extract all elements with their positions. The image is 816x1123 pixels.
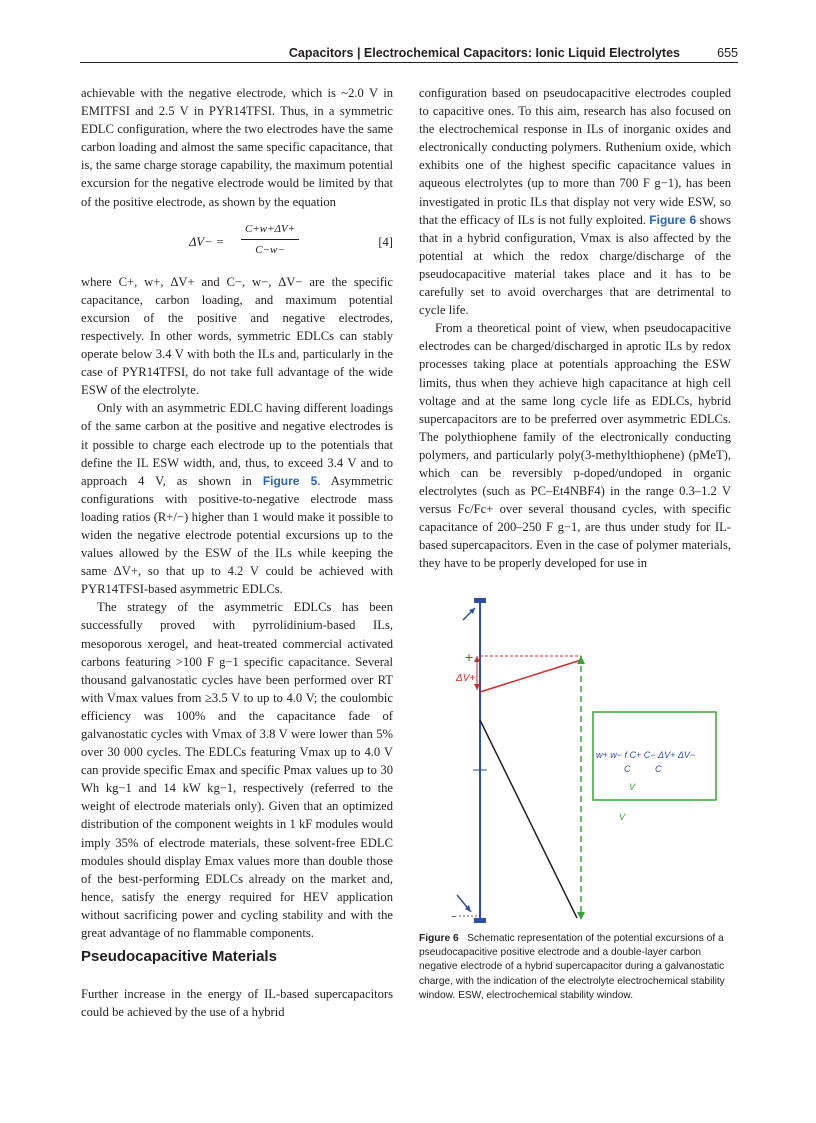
paragraph bbox=[81, 399, 393, 598]
running-header bbox=[80, 40, 738, 63]
legend-text: C bbox=[624, 764, 631, 774]
equation-denominator: C−w− bbox=[255, 243, 285, 256]
legend-text: V bbox=[629, 782, 636, 792]
figure-6-diagram bbox=[419, 590, 739, 925]
paragraph-text: configuration based on pseudocapacitive electrodes coupled to capacitive ones. To this aim, research has also focused on the electrochemical response in ILs of inorganic oxides and electronically conducting polymers. Ruthenium oxide, which exhibits one of the highest specific capacitance values in aqueous electrolytes (up to more than 700 F g−1), has been investigated in protic ILs that display not very wide ESW, so that the efficacy of ILs is not fully exploited. bbox=[419, 86, 731, 227]
equation-tag: [4] bbox=[378, 234, 393, 249]
paragraph: where C+, w+, ΔV+ and C−, w−, ΔV− are the specific capacitance, carbon loading, and maximum potential excursion of the positive and negative electrodes, respectively. In other words, symmetric EDLCs can stably operate below 3.4 V with both the ILs and, particularly in the case of PYR14TFSI, do not take full advantage of the wide ESW of the electrolyte. bbox=[81, 274, 393, 398]
figure-6-link[interactable]: Figure 6 bbox=[649, 212, 697, 227]
left-column bbox=[81, 84, 393, 942]
paragraph-text: Only with an asymmetric EDLC having different loadings of the same carbon at the positive and negative electrodes is it possible to charge each electrode up to the potentials that define the IL ESW width, and, thus, to exceed 3.4 V and to approach 4 V, as shown in bbox=[81, 401, 393, 488]
section-heading: Pseudocapacitive Materials bbox=[81, 948, 277, 965]
running-title: Capacitors | Electrochemical Capacitors: Ionic Liquid Electrolytes bbox=[288, 46, 680, 60]
plus-sign: + bbox=[465, 649, 474, 665]
paragraph: From a theoretical point of view, when pseudocapacitive electrodes can be charged/discharged in aprotic ILs by redox processes taking place at potentials approaching the ESW limits, thus when they achieve high capacitance at high cell voltage and at the same long cycle life as EDLCs, hybrid supercapacitors are to be preferred over asymmetric EDLCs. The polythiophene family of the electronically conducting polymers, and particularly poly(3-methylthiophene) (pMeT), which can be reversibly p-doped/undoped in organic electrolytes (such as PC–Et4NBF4) in the range 0.3–1.2 V versus Fc/Fc+ over several thousand cycles, with specific capacitance of 200–250 F g−1, are thus under study for IL-based supercapacitors. Even in the case of polymer materials, they have to be properly developed for use in bbox=[419, 321, 731, 571]
paragraph bbox=[419, 84, 731, 319]
delta-v-plus-label: ΔV+ bbox=[456, 673, 476, 684]
minus-sign: − bbox=[451, 912, 457, 923]
carbon-negative-line bbox=[480, 720, 577, 918]
caption-text: Schematic representation of the potential excursions of a pseudocapacitive positive electrode and a double-layer carbon negative electrode of a hybrid supercapacitor during a galvanostatic charge, with the indication of the electrolyte electrochemical stability window. ESW, electrochemical stability window. bbox=[419, 933, 725, 1001]
figure-5-link[interactable]: Figure 5 bbox=[262, 473, 318, 488]
paragraph-text: . Asymmetric configurations with positive-to-negative electrode mass loading ratios (R+/−) higher than 1 would make it possible to widen the negative electrode potential excursions up to the values allowed by the ESW of the ILs while keeping the same ΔV+, so that up to 4.2 V could be achieved with PYR14TFSI-based asymmetric EDLCs. bbox=[81, 473, 393, 597]
right-column bbox=[419, 84, 731, 573]
equation-numerator: C+w+ΔV+ bbox=[241, 220, 299, 240]
voltage-label: V bbox=[619, 812, 626, 822]
figure-6-caption bbox=[419, 932, 734, 1003]
caption-label: Figure 6 bbox=[419, 933, 459, 944]
arrow-head-icon bbox=[577, 656, 585, 664]
legend-text: C bbox=[655, 764, 662, 774]
axis-top-cap bbox=[474, 598, 486, 603]
axis-bottom-cap bbox=[474, 918, 486, 923]
section-paragraph: Further increase in the energy of IL-based supercapacitors could be achieved by the use of a hybrid bbox=[81, 987, 393, 1020]
equation-lhs: ΔV− = bbox=[189, 234, 225, 249]
arrow-head-icon bbox=[577, 912, 585, 920]
equation-4 bbox=[81, 215, 393, 271]
equation-fraction bbox=[241, 220, 299, 259]
paragraph-text: shows that in a hybrid configuration, Vmax is also affected by the potential at which the redox charge/discharge of the pseudocapacitive material takes place and it has to be carefully set to avoid overcharges that are detrimental to cycle life. bbox=[419, 212, 731, 318]
pseudocapacitive-line bbox=[480, 660, 581, 692]
paragraph: The strategy of the asymmetric EDLCs has been successfully proved with pyrrolidinium-based ILs, mesoporous xerogel, and heat-treated commercial activated carbons featuring >100 F g−1 specific capacitance. Several thousand galvanostatic cycles have been performed over RT with Vmax values from ≥3.5 V to up to 4.0 V; the coulombic efficiency was 100% and the capacitance fade of galvanostatic cycles with Vmax of 3.8 V were lower than 5% over 30 000 cycles. The EDLCs featuring Vmax up to 4.0 V can provide specific Emax and specific Pmax values up to 30 Wh kg−1 and 14 kW kg−1, respectively (referred to the weight of electrode materials only). Given that an optimized distribution of the component weights in 1 kF modules would imply 35% of electrode materials, these solvent-free EDLC modules should display Emax values more than double those of the best-performing EDLCs already on the market and, hence, satisfy the energy required for HEV application without sacrificing power and cycling stability and with the great advantage of no flammable components. bbox=[81, 600, 393, 941]
paragraph: achievable with the negative electrode, which is ~2.0 V in EMITFSI and 2.5 V in PYR14TFSI. Thus, in a symmetric EDLC configuration, where the two electrodes have the same carbon loading and almost the same specific capacitance, that is, the same charge storage capability, the maximum potential excursion for the negative electrode would be limited by that of the positive electrode, as shown by the equation bbox=[81, 86, 393, 209]
legend-text: w+ w− f C+ C− ΔV+ ΔV− bbox=[596, 750, 696, 760]
page-number: 655 bbox=[717, 46, 738, 60]
